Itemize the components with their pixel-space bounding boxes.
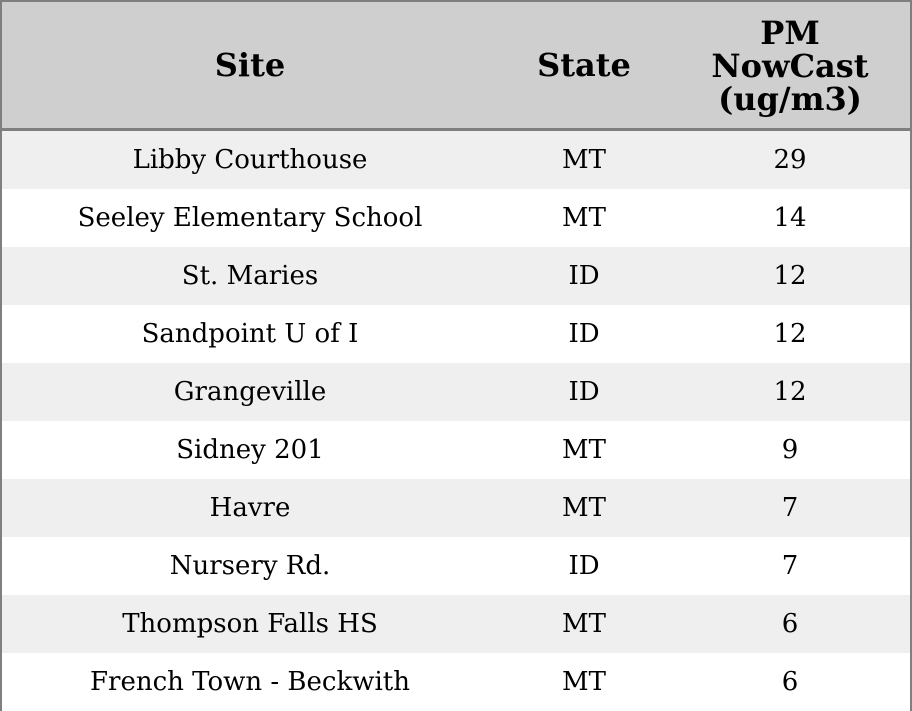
cell-pm-value: 12	[773, 261, 807, 291]
table-row	[2, 189, 910, 247]
cell-pm-value: 29	[773, 145, 807, 175]
column-header-state	[498, 2, 670, 128]
cell-state: MT	[562, 667, 606, 697]
cell-site: Nursery Rd.	[169, 551, 331, 581]
column-header-pm	[670, 2, 910, 128]
cell-site: Sandpoint U of I	[141, 319, 359, 349]
cell-pm-value: 7	[781, 493, 799, 523]
cell-state: MT	[562, 609, 606, 639]
table-row	[2, 421, 910, 479]
cell-pm-value: 14	[773, 203, 807, 233]
column-header-site	[2, 2, 498, 128]
cell-site: Libby Courthouse	[132, 145, 368, 175]
cell-site: French Town - Beckwith	[89, 667, 411, 697]
cell-pm-value: 12	[773, 319, 807, 349]
cell-pm-value: 9	[781, 435, 799, 465]
cell-state: ID	[568, 377, 600, 407]
column-header-state-label: State	[537, 45, 631, 84]
cell-pm-value: 7	[781, 551, 799, 581]
cell-state: ID	[568, 319, 600, 349]
cell-site: Seeley Elementary School	[77, 203, 423, 233]
cell-state: ID	[568, 551, 600, 581]
column-header-pm-line3: (ug/m3)	[718, 79, 862, 118]
table-row	[2, 595, 910, 653]
cell-state: ID	[568, 261, 600, 291]
column-header-pm-line1: PM	[760, 13, 820, 52]
table-row	[2, 479, 910, 537]
column-header-site-label: Site	[214, 45, 286, 84]
cell-pm-value: 6	[781, 667, 799, 697]
table-body	[2, 131, 910, 711]
cell-site: Havre	[209, 493, 291, 523]
cell-site: Sidney 201	[176, 435, 324, 465]
table-row	[2, 131, 910, 189]
cell-pm-value: 6	[781, 609, 799, 639]
cell-site: Grangeville	[173, 377, 327, 407]
cell-pm-value: 12	[773, 377, 807, 407]
column-header-pm-line2: NowCast	[711, 46, 869, 85]
table-row	[2, 363, 910, 421]
cell-state: MT	[562, 493, 606, 523]
table-row	[2, 653, 910, 711]
cell-state: MT	[562, 203, 606, 233]
cell-state: MT	[562, 145, 606, 175]
table-row	[2, 305, 910, 363]
cell-state: MT	[562, 435, 606, 465]
table-row	[2, 247, 910, 305]
cell-site: Thompson Falls HS	[122, 609, 378, 639]
table-row	[2, 537, 910, 595]
table-header-row	[2, 2, 910, 131]
cell-site: St. Maries	[181, 261, 319, 291]
